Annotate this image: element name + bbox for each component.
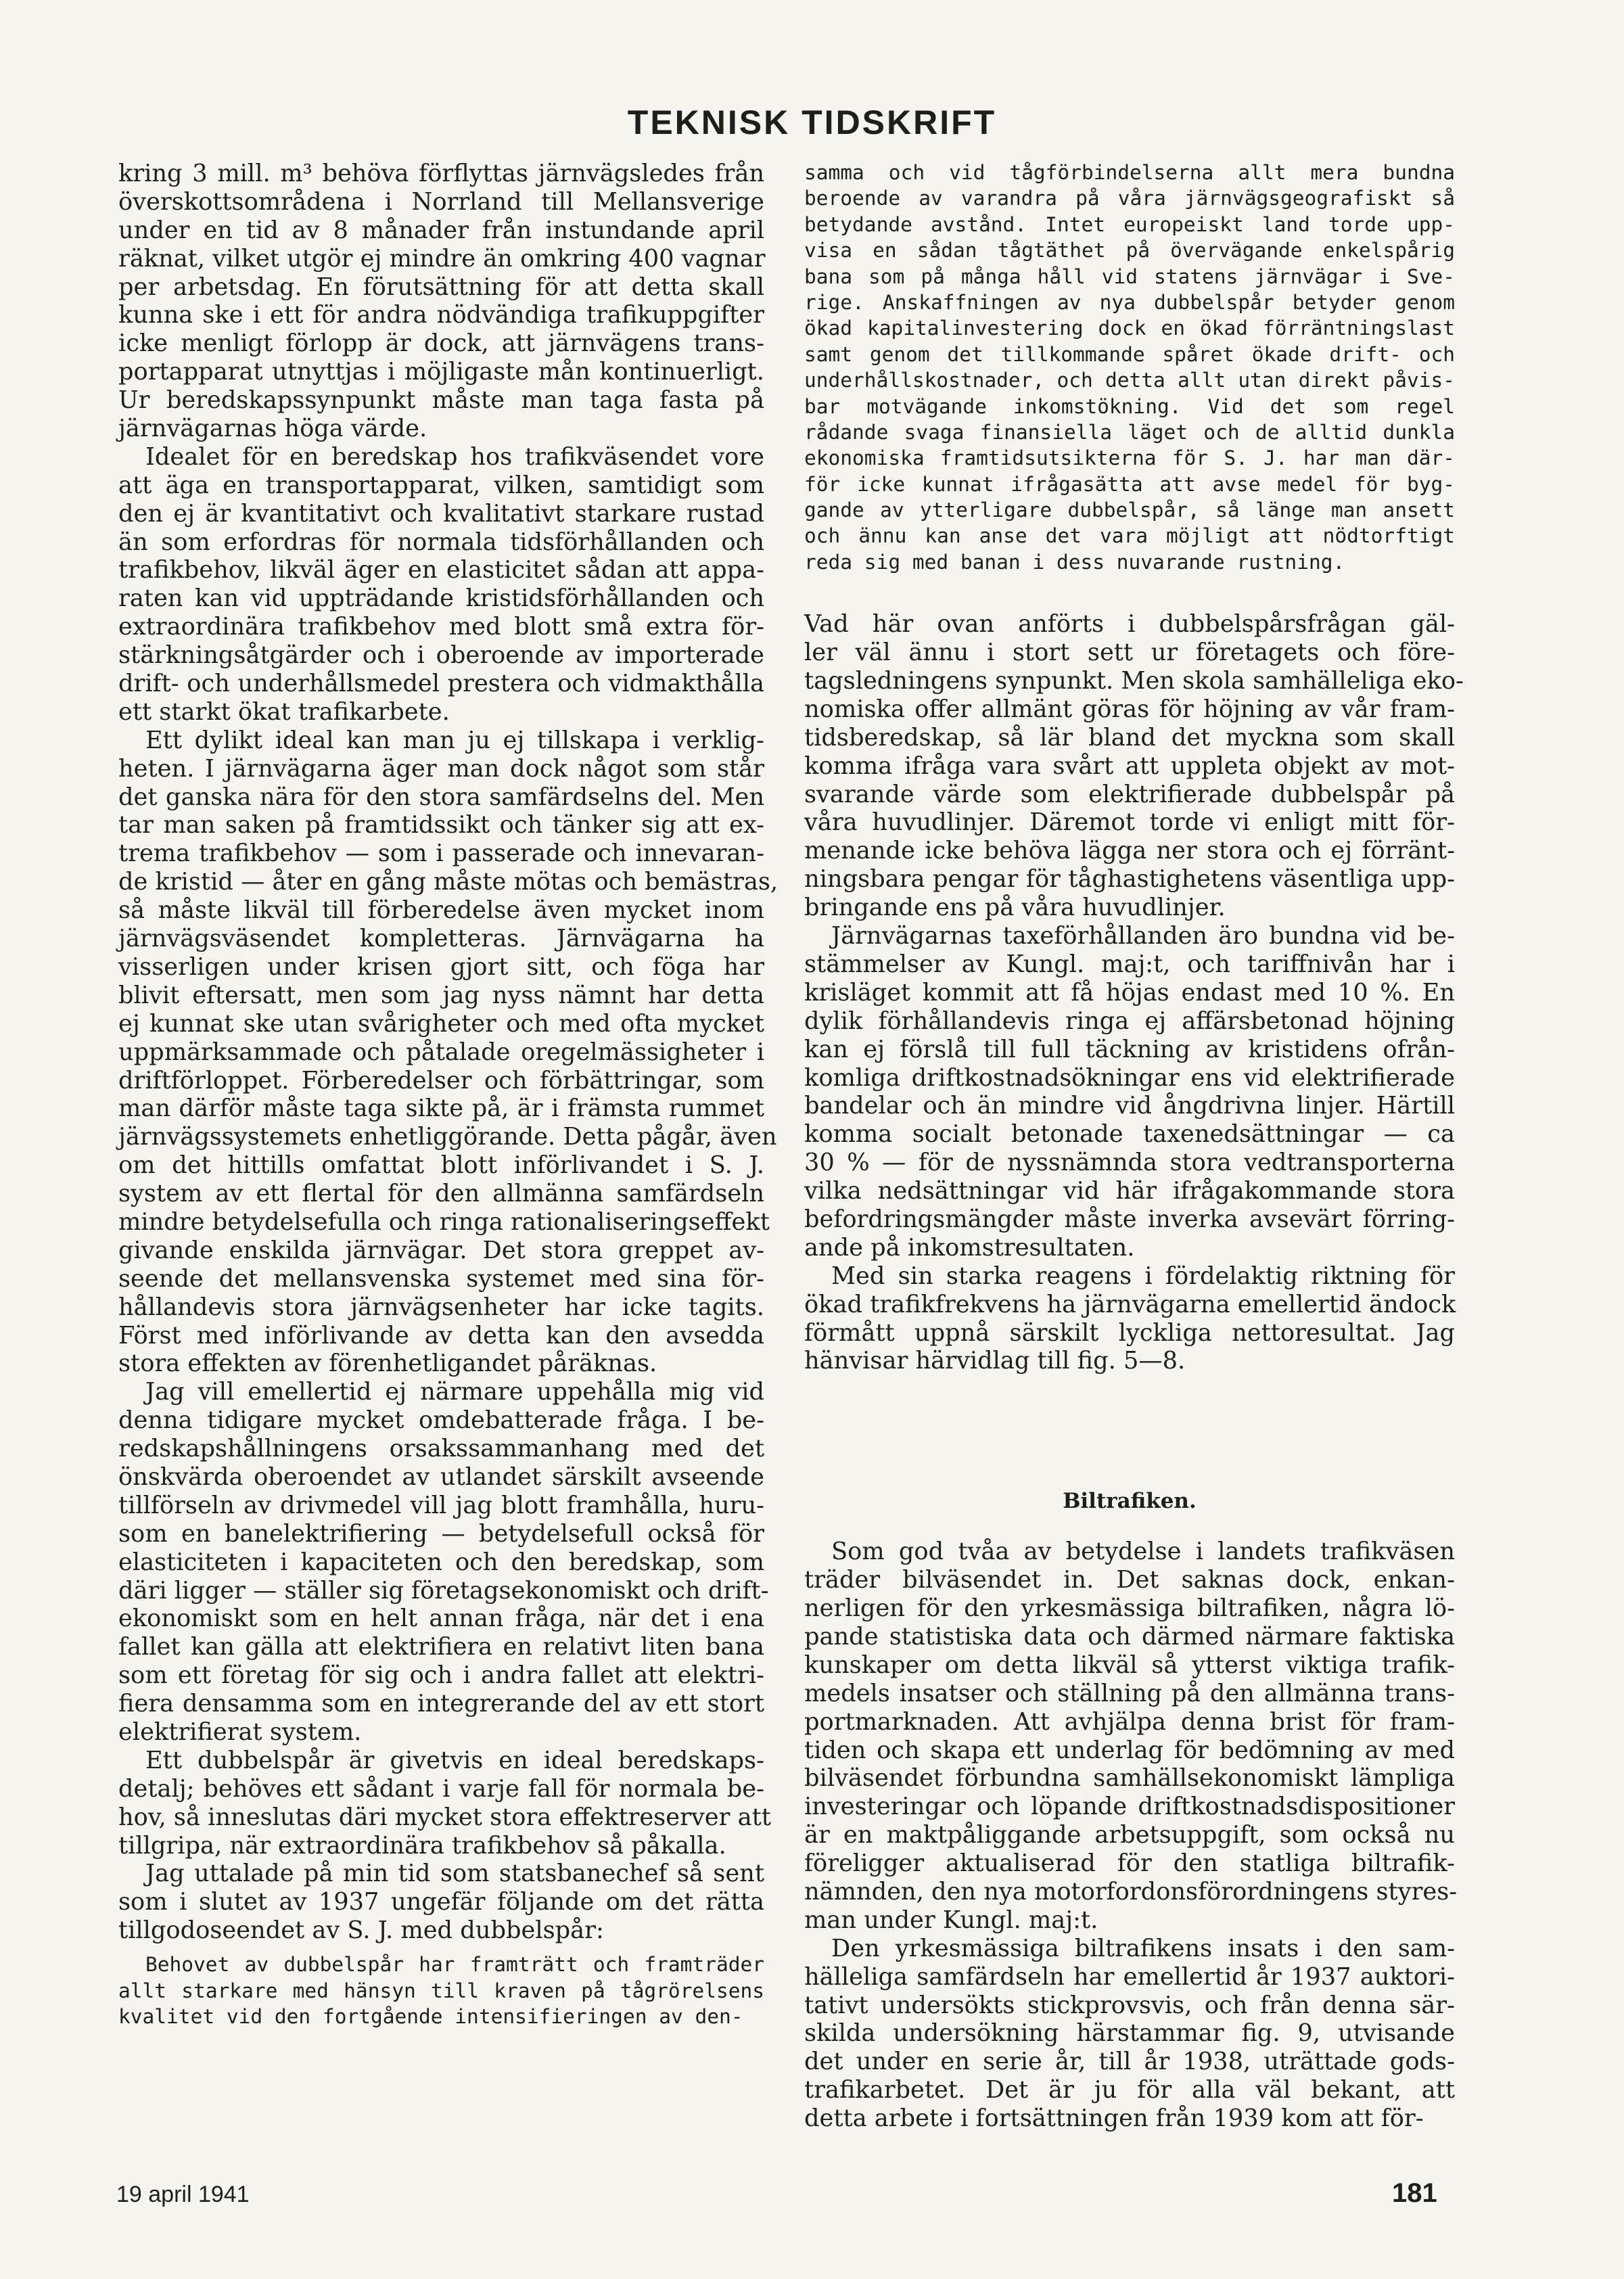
text-line: investeringar och löpande driftkostnadsdispositioner — [804, 1793, 1455, 1821]
text-line: icke menligt förlopp är dock, att järnvägens trans- — [118, 329, 764, 358]
text-line: det ganska nära för den stora samfärdselns del. Men — [118, 783, 764, 811]
text-line: skilda undersökning härstammar fig. 9, utvisande — [804, 2019, 1455, 2048]
text-line: järnvägarnas höga värde. — [118, 415, 427, 443]
text-line: hälleliga samfärdseln har emellertid år 1937 auktori- — [804, 1962, 1455, 1991]
text-line: trafikarbetet. Det är ju för alla väl bekant, att — [804, 2076, 1455, 2104]
text-line: ej kunnat ske utan svårigheter och med ofta mycket — [118, 1009, 764, 1038]
text-line: trema trafikbehov — som i passerade och innevaran- — [118, 839, 764, 868]
text-line: krisläget kommit att få höjas endast med 10 %. En — [804, 978, 1455, 1007]
text-line: Först med införlivande av detta kan den avsedda — [118, 1321, 764, 1350]
text-line: ökad kapitalinvestering dock en ökad förräntningslast — [804, 317, 1455, 340]
text-line: heten. I järnvägarna äger man dock något som står — [118, 754, 764, 783]
text-line: portmarknaden. Att avhjälpa denna brist för fram- — [804, 1707, 1455, 1736]
text-line: detta arbete i fortsättningen från 1939 kom att för- — [804, 2104, 1424, 2133]
footer-date: 19 april 1941 — [116, 2182, 250, 2207]
text-line: Vad här ovan anförts i dubbelspårsfrågan gäl- — [804, 610, 1455, 639]
text-line: stärkningsåtgärder och i oberoende av importerade — [118, 641, 764, 670]
text-line: tagsledningens synpunkt. Men skola samhälleliga eko- — [804, 667, 1464, 695]
text-line: mindre betydelsefulla och ringa rationaliseringseffekt — [118, 1207, 770, 1236]
left-block-quote — [118, 1952, 764, 2029]
text-line: uppmärksammade och påtalade oregelmässigheter i — [118, 1038, 764, 1066]
text-line: tillgripa, när extraordinära trafikbehov så påkalla. — [118, 1831, 726, 1860]
text-line: Ett dylikt ideal kan man ju ej tillskapa i verklig- — [145, 726, 764, 754]
text-line: pande statistiska data och därmed närmare faktiska — [804, 1622, 1455, 1651]
text-line: bandelar och än mindre vid ångdrivna linjer. Härtill — [804, 1092, 1455, 1120]
text-line: betydande avstånd. Intet europeiskt land torde upp- — [804, 212, 1455, 236]
text-line: rige. Anskaffningen av nya dubbelspår betyder genom — [804, 290, 1455, 314]
text-line: tiden och skapa ett underlag för bedömning av med — [804, 1736, 1455, 1764]
text-line: hov, så inneslutas däri mycket stora effektreserver att — [118, 1803, 771, 1831]
text-line: ett starkt ökat trafikarbete. — [118, 697, 450, 726]
text-line: bar motvägande inkomstökning. Vid det som regel — [804, 394, 1455, 418]
section-heading: Biltrafiken. — [1063, 1489, 1197, 1514]
text-line: man därför måste taga sikte på, är i främsta rummet — [118, 1095, 764, 1123]
text-line: vilka nedsättningar vid här ifrågakommande stora — [804, 1177, 1455, 1205]
left-column — [118, 160, 779, 2029]
text-line: Behovet av dubbelspår har framträtt och framträder — [145, 1953, 764, 1977]
text-line: reda sig med banan i dess nuvarande rustning. — [804, 550, 1345, 574]
text-line: som i slutet av 1937 ungefär följande om det rätta — [118, 1888, 764, 1916]
text-line: och ännu kan anse det vara möjligt att nödtorftigt — [804, 524, 1455, 548]
text-line: system av ett flertal för den allmänna samfärdseln — [118, 1180, 764, 1208]
text-line: den ej är kvantitativt och kvalitativt starkare rustad — [118, 499, 764, 528]
text-line: denna tidigare mycket omdebatterade fråga. I be- — [118, 1406, 764, 1435]
right-body-text — [804, 610, 1464, 1375]
text-line: ande på inkomstresultaten. — [804, 1233, 1135, 1262]
text-line: våra huvudlinjer. Däremot torde vi enligt mitt för- — [804, 808, 1455, 837]
text-line: ökad trafikfrekvens ha järnvägarna emellertid ändock — [804, 1290, 1456, 1318]
text-line: drift- och underhållsmedel prestera och vidmakthålla — [118, 670, 764, 698]
text-line: underhållskostnader, och detta allt utan direkt påvis- — [804, 369, 1455, 392]
text-line: Idealet för en beredskap hos trafikväsendet vore — [145, 442, 764, 471]
text-line: tidsberedskap, så lär bland det myckna som skall — [804, 723, 1455, 752]
text-line: rådande svaga finansiella läget och de alltid dunkla — [804, 420, 1455, 444]
text-line: tillförseln av drivmedel vill jag blott framhålla, huru- — [118, 1491, 764, 1519]
text-line: järnvägssystemets enhetliggörande. Detta pågår, även — [118, 1123, 777, 1151]
text-line: kunna ske i ett för andra nödvändiga trafikuppgifter — [118, 301, 764, 329]
text-line: tar man saken på framtidssikt och tänker sig att ex- — [118, 811, 764, 839]
text-line: blivit eftersatt, men som jag nyss nämnt har detta — [118, 981, 764, 1009]
text-line: driftförloppet. Förberedelser och förbättringar, som — [118, 1066, 764, 1095]
text-line: så måste likväl till förberedelse även mycket inom — [118, 896, 764, 925]
text-line: befordringsmängder måste inverka avsevärt förring- — [804, 1205, 1455, 1233]
text-line: däri ligger — ställer sig företagsekonomiskt och drift- — [118, 1576, 769, 1605]
text-line: portapparat utnyttjas i möjligaste mån kontinuerligt. — [118, 358, 764, 386]
text-line: räknat, vilket utgör ej mindre än omkring 400 vagnar — [118, 244, 766, 273]
text-line: de kristid — åter en gång måste mötas och bemästras, — [118, 868, 779, 896]
text-line: man under Kungl. maj:t. — [804, 1906, 1098, 1934]
text-line: nerligen för den yrkesmässiga biltrafiken, några lö- — [804, 1594, 1455, 1623]
text-line: Med sin starka reagens i fördelaktig riktning för — [831, 1262, 1455, 1290]
text-line: stora effekten av förenhetligandet påräknas. — [118, 1350, 657, 1378]
text-line: samma och vid tågförbindelserna allt mera bundna — [804, 161, 1455, 184]
text-line: järnvägsväsendet kompletteras. Järnvägarna ha — [118, 925, 764, 953]
text-line: under en tid av 8 månader från instundande april — [118, 216, 764, 244]
text-line: ningsbara pengar för tåghastighetens väsentliga upp- — [804, 865, 1455, 894]
text-line: bilväsendet förbundna samhällsekonomiskt lämpliga — [804, 1764, 1455, 1793]
text-line: detalj; behöves ett sådant i varje fall för normala be- — [118, 1774, 764, 1803]
text-line: Ur beredskapssynpunkt måste man taga fasta på — [118, 386, 764, 415]
text-line: hänvisar härvidlag till fig. 5—8. — [804, 1347, 1186, 1375]
text-line: visa en sådan tågtäthet på övervägande enkelspårig — [804, 239, 1455, 262]
text-line: komma ifråga vara svårt att uppleta objekt av mot- — [804, 752, 1455, 780]
text-line: Jag uttalade på min tid som statsbanechef så sent — [145, 1860, 764, 1888]
text-line: det under en serie år, till år 1938, uträttade gods- — [804, 2048, 1455, 2076]
text-line: för icke kunnat ifrågasätta att avse medel för byg- — [804, 472, 1455, 496]
text-line: kvalitet vid den fortgående intensifieringen av den- — [118, 2004, 743, 2028]
right-block-quote — [804, 160, 1455, 575]
text-line: överskottsområdena i Norrland till Mellansverige — [118, 187, 764, 216]
text-line: Den yrkesmässiga biltrafikens insats i den sam- — [831, 1934, 1455, 1962]
text-line: kring 3 mill. m³ behöva förflyttas järnvägsledes från — [118, 160, 764, 187]
text-line: elektrifierat system. — [118, 1718, 362, 1746]
text-line: bana som på många håll vid statens järnvägar i Sve- — [804, 264, 1455, 288]
text-line: nämnden, den nya motorfordonsförordningens styres- — [804, 1877, 1458, 1906]
text-line: önskvärda oberoendet av utlandet särskilt avseende — [118, 1463, 764, 1491]
text-line: beroende av varandra på våra järnvägsgeografiskt så — [804, 187, 1455, 210]
text-line: 30 % — för de nyssnämnda stora vedtransporterna — [804, 1149, 1455, 1177]
text-line: bringande ens på våra huvudlinjer. — [804, 894, 1226, 922]
text-line: föreligger aktualiserad för den statliga biltrafik- — [804, 1849, 1455, 1878]
text-line: komma socialt betonade taxenedsättningar — ca — [804, 1120, 1455, 1149]
text-line: än som erfordras för normala tidsförhållanden och — [118, 528, 764, 556]
text-line: elasticiteten i kapaciteten och den beredskap, som — [118, 1548, 764, 1576]
text-line: Ett dubbelspår är givetvis en ideal beredskaps- — [145, 1746, 764, 1774]
text-line: ekonomiska framtidsutsikterna för S. J. har man där- — [804, 446, 1455, 470]
text-line: extraordinära trafikbehov med blott små extra för- — [118, 613, 764, 641]
text-line: allt starkare med hänsyn till kraven på tågrörelsens — [118, 1979, 764, 2002]
text-line: ekonomiskt som en helt annan fråga, när det i ena — [118, 1605, 764, 1633]
text-line: gande av ytterligare dubbelspår, så länge man ansett — [804, 499, 1455, 522]
text-line: Järnvägarnas taxeförhållanden äro bundna vid be- — [831, 922, 1455, 950]
text-line: medels insatser och ställning på den allmänna trans- — [804, 1679, 1455, 1707]
text-line: ler väl ännu i stort sett ur företagets och före- — [804, 639, 1455, 667]
text-line: komliga driftkostnadsökningar ens vid elektrifierade — [804, 1063, 1455, 1092]
text-line: trafikbehov, likväl äger en elasticitet sådan att appa- — [118, 556, 764, 584]
text-line: Jag vill emellertid ej närmare uppehålla mig vid — [145, 1378, 764, 1406]
text-line: dylik förhållandevis ringa ej affärsbetonad höjning — [804, 1007, 1455, 1035]
text-line: kan ej förslå till full täckning av kristidens ofrån- — [804, 1035, 1455, 1063]
text-line: fiera densamma som en integrerande del av ett stort — [118, 1690, 764, 1718]
text-line: samt genom det tillkommande spåret ökade drift- och — [804, 342, 1455, 366]
text-line: raten kan vid uppträdande kristidsförhållanden och — [118, 584, 764, 613]
text-line: kunskaper om detta likväl så ytterst viktiga trafik- — [804, 1651, 1455, 1679]
text-line: förmått uppnå särskilt lyckliga nettoresultat. Jag — [804, 1318, 1455, 1347]
text-line: redskapshållningens orsakssammanhang med det — [118, 1435, 764, 1463]
text-line: Som god tvåa av betydelse i landets trafikväsen — [831, 1538, 1455, 1566]
text-line: givande enskilda järnvägar. Det stora greppet av- — [118, 1236, 764, 1264]
text-line: träder bilväsendet in. Det saknas dock, enkan- — [804, 1566, 1455, 1594]
right-column — [804, 160, 1464, 2133]
text-line: tativt undersökts stickprovsvis, och från denna sär- — [804, 1991, 1455, 2019]
section-body-text — [804, 1538, 1458, 2133]
text-line: stämmelser av Kungl. maj:t, och tariffnivån har i — [804, 950, 1455, 978]
text-line: som en banelektrifiering — betydelsefull också för — [118, 1519, 764, 1548]
text-line: hållandevis stora järnvägsenheter har icke tagits. — [118, 1293, 764, 1321]
page-number: 181 — [1392, 2178, 1437, 2208]
text-line: svarande värde som elektrifierade dubbelspår på — [804, 780, 1455, 808]
text-line: fallet kan gälla att elektrifiera en relativt liten bana — [118, 1633, 764, 1661]
text-line: tillgodoseendet av S. J. med dubbelspår: — [118, 1916, 604, 1945]
text-line: om det hittills omfattat blott införlivandet i S. J. — [118, 1151, 764, 1180]
text-line: per arbetsdag. En förutsättning för att detta skall — [118, 273, 764, 301]
text-line: nomiska offer allmänt göras för höjning av vår fram- — [804, 695, 1455, 723]
text-line: seende det mellansvenska systemet med sina för- — [118, 1264, 764, 1293]
text-line: visserligen under krisen gjort sitt, och föga har — [118, 952, 764, 981]
text-line: att äga en transportapparat, vilken, samtidigt som — [118, 471, 764, 499]
journal-header: TEKNISK TIDSKRIFT — [627, 103, 997, 141]
text-line: menande icke behöva lägga ner stora och ej förränt- — [804, 837, 1455, 865]
text-line: är en maktpåliggande arbetsuppgift, som också nu — [804, 1821, 1455, 1849]
left-body-text — [118, 160, 779, 1945]
text-line: som ett företag för sig och i andra fallet att elektri- — [118, 1661, 764, 1690]
